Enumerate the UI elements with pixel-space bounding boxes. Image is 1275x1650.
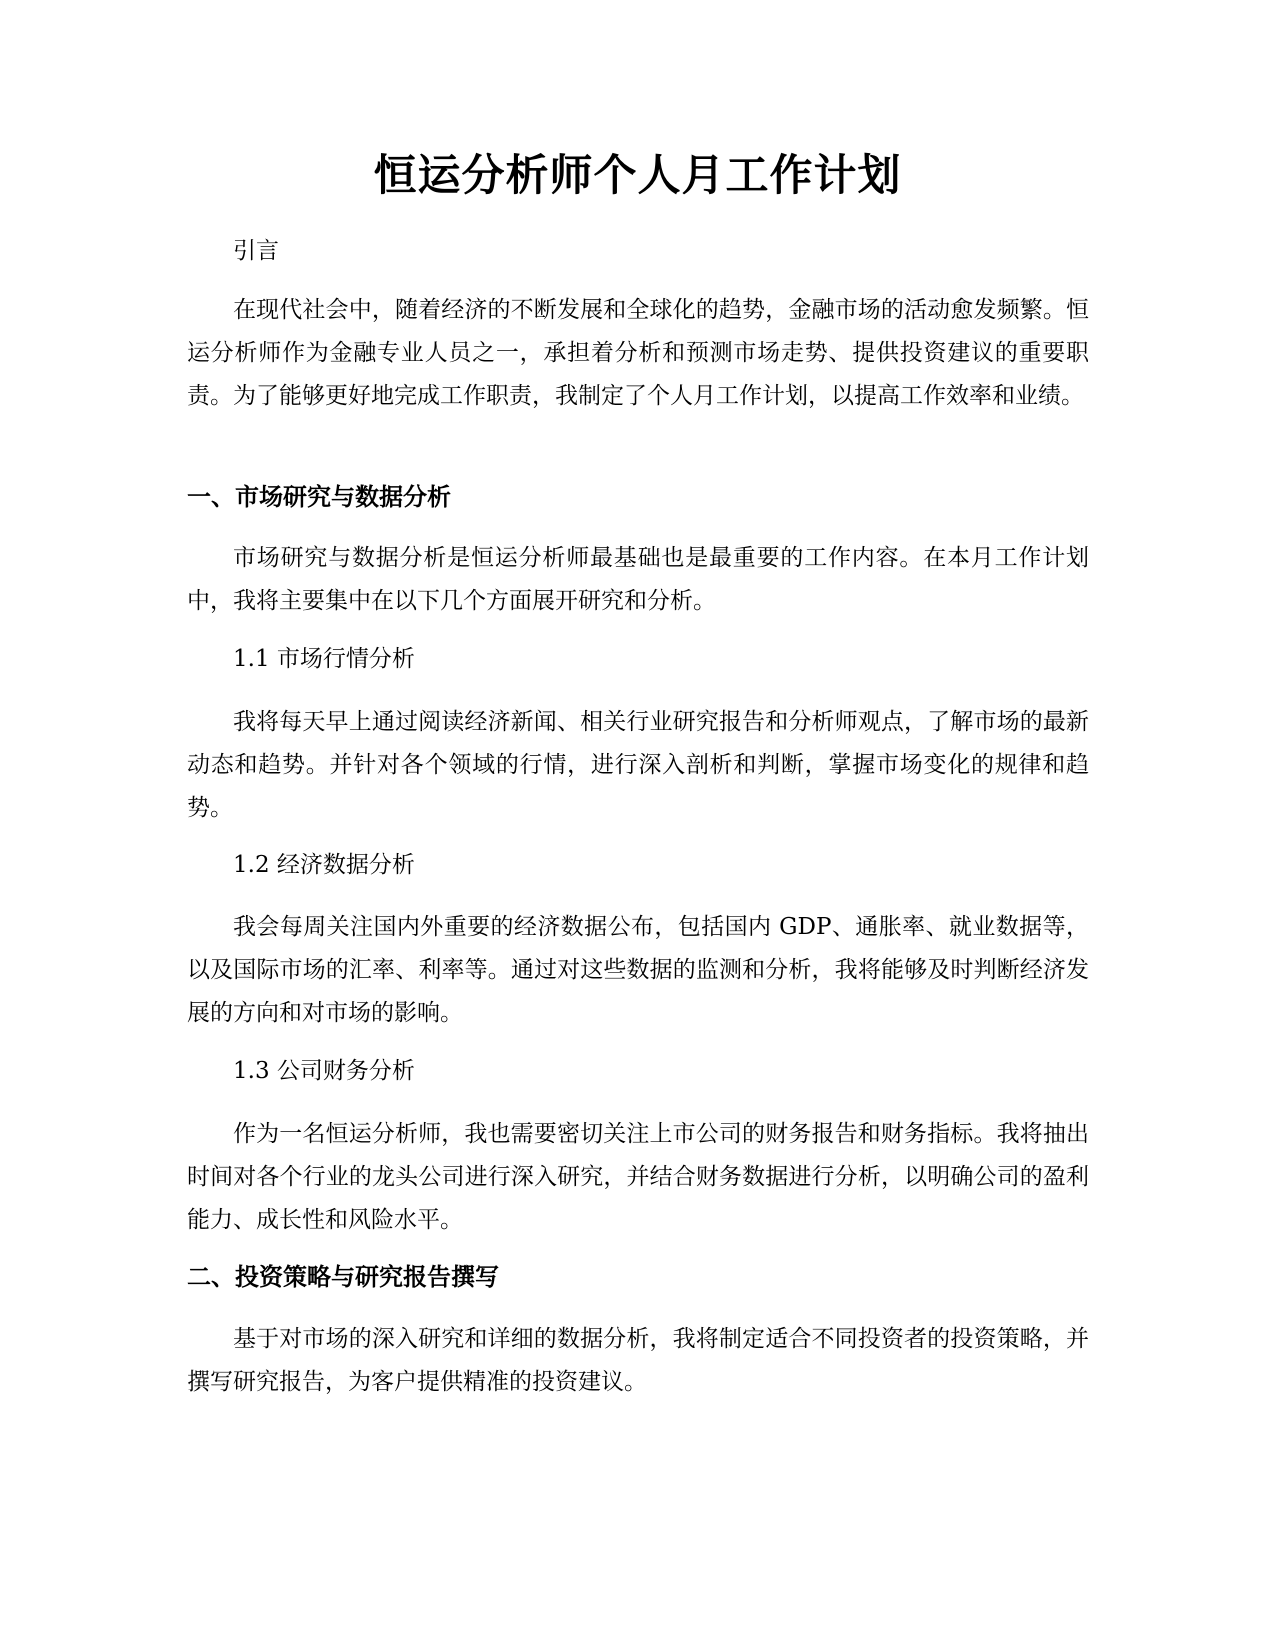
section-1-heading: 一、市场研究与数据分析 xyxy=(187,483,451,511)
document-title: 恒运分析师个人月工作计划 xyxy=(373,151,902,201)
intro-label: 引言 xyxy=(233,238,279,264)
subsection-1-3-label: 1.3 公司财务分析 xyxy=(233,1058,415,1084)
section-1-paragraph: 市场研究与数据分析是恒运分析师最基础也是最重要的工作内容。在本月工作计划中，我将主要集中在以下几个方面展开研究和分析。 xyxy=(187,545,1089,614)
intro-paragraph: 在现代社会中，随着经济的不断发展和全球化的趋势，金融市场的活动愈发频繁。恒运分析师作为金融专业人员之一，承担着分析和预测市场走势、提供投资建议的重要职责。为了能够更好地完成工作职责，我制定了个人月工作计划，以提高工作效率和业绩。 xyxy=(187,297,1089,409)
section-2-paragraph: 基于对市场的深入研究和详细的数据分析，我将制定适合不同投资者的投资策略，并撰写研究报告，为客户提供精准的投资建议。 xyxy=(187,1326,1089,1395)
section-2-heading: 二、投资策略与研究报告撰写 xyxy=(187,1263,499,1291)
subsection-1-1-paragraph: 我将每天早上通过阅读经济新闻、相关行业研究报告和分析师观点，了解市场的最新动态和趋势。并针对各个领域的行情，进行深入剖析和判断，掌握市场变化的规律和趋势。 xyxy=(187,709,1089,821)
subsection-1-3-paragraph: 作为一名恒运分析师，我也需要密切关注上市公司的财务报告和财务指标。我将抽出时间对各个行业的龙头公司进行深入研究，并结合财务数据进行分析，以明确公司的盈利能力、成长性和风险水平。 xyxy=(187,1121,1089,1233)
subsection-1-2-label: 1.2 经济数据分析 xyxy=(233,852,415,878)
subsection-1-2-paragraph: 我会每周关注国内外重要的经济数据公布，包括国内 GDP、通胀率、就业数据等，以及国际市场的汇率、利率等。通过对这些数据的监测和分析，我将能够及时判断经济发展的方向和对市场的影响。 xyxy=(187,914,1089,1026)
subsection-1-1-label: 1.1 市场行情分析 xyxy=(233,646,415,672)
